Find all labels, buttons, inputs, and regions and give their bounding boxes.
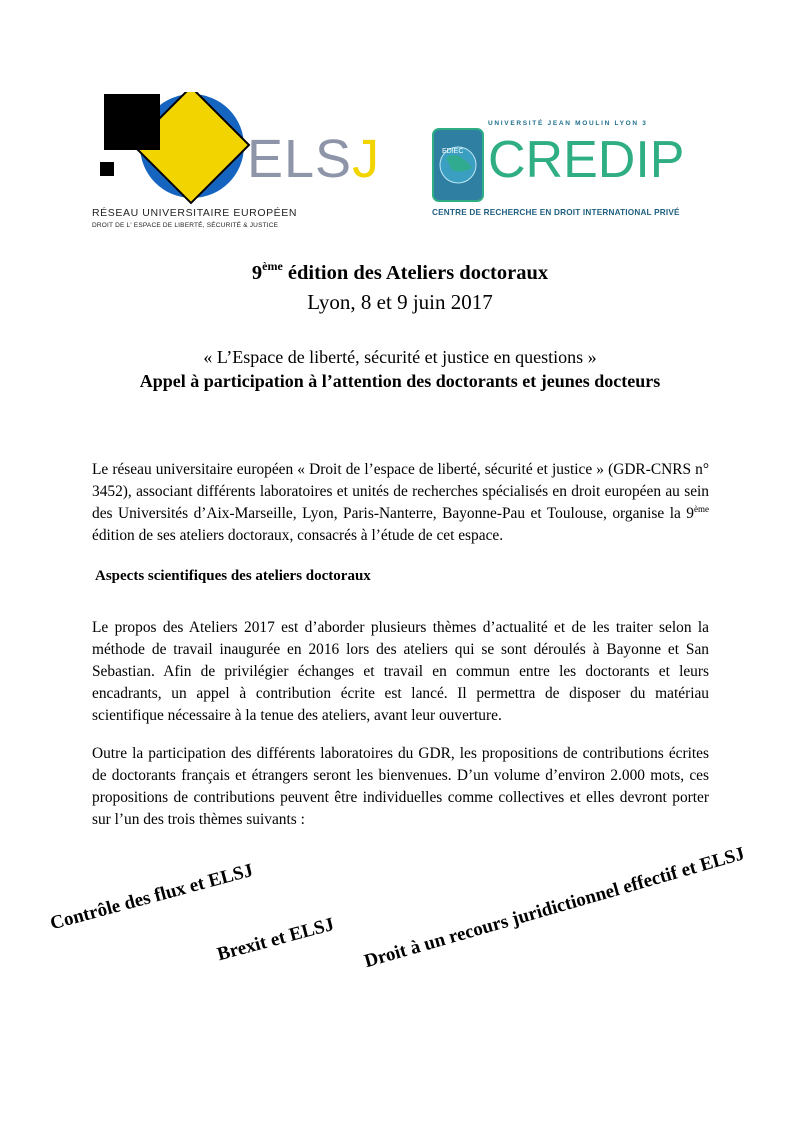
theme-item: Contrôle des flux et ELSJ bbox=[48, 859, 256, 935]
elsj-network-name: RÉSEAU UNIVERSITAIRE EUROPÉEN bbox=[92, 207, 298, 219]
theme-item: Brexit et ELSJ bbox=[215, 913, 337, 966]
call-for-participation: Appel à participation à l’attention des doctorants et jeunes docteurs bbox=[139, 371, 661, 391]
theme-item: Droit à un recours juridictionnel effectif et ELSJ bbox=[362, 843, 748, 973]
credip-logo bbox=[432, 120, 685, 230]
elsj-network-subtitle: DROIT DE L' ESPACE DE LIBERTÉ, SÉCURITÉ & JUSTICE bbox=[92, 222, 279, 229]
globe-icon bbox=[432, 128, 484, 202]
ediec-badge: EDIEC bbox=[442, 148, 464, 155]
section-heading: Aspects scientifiques des ateliers doctoraux bbox=[95, 568, 371, 584]
event-theme-quote: « L’Espace de liberté, sécurité et justice en questions » bbox=[203, 347, 597, 367]
section-paragraph-2: Outre la participation des différents laboratoires du GDR, les propositions de contributions écrites de doctorants français et étrangers seront les bienvenues. D’un volume d’environ 2.000 mots, ces propositions de contributions peuvent être individuelles comme collectives et elles devront porter sur l’un des trois thèmes suivants : bbox=[92, 745, 709, 828]
section-paragraph-1: Le propos des Ateliers 2017 est d’aborder plusieurs thèmes d’actualité et de les traiter selon la méthode de travail inaugurée en 2016 lors des ateliers qui se sont déroulés à Bayonne et San Sebastian. Afin de privilégier échanges et travail en commun entre les doctorants et leurs encadrants, un appel à contribution écrite est lancé. Il permettra de disposer du matériau scientifique nécessaire à la tenue des ateliers, avant leur ouverture. bbox=[92, 619, 709, 724]
intro-paragraph: Le réseau universitaire européen « Droit de l’espace de liberté, sécurité et justice » (GDR-CNRS n° 3452), associant différents laboratoires et unités de recherches spécialisés en droit européen au sein des Universités d’Aix-Marseille, Lyon, Paris-Nanterre, Bayonne-Pau et Toulouse, organise la 9ème édition de ses ateliers doctoraux, consacrés à l’étude de cet espace. bbox=[92, 461, 709, 544]
credip-wordmark: CREDIP bbox=[488, 131, 685, 189]
university-name: UNIVERSITÉ JEAN MOULIN LYON 3 bbox=[488, 120, 648, 127]
elsj-emblem-icon bbox=[92, 92, 252, 207]
edition-title: 9ème édition des Ateliers doctoraux bbox=[251, 259, 549, 284]
elsj-logo bbox=[92, 92, 381, 232]
event-place-date: Lyon, 8 et 9 juin 2017 bbox=[307, 290, 493, 314]
credip-centre-name: CENTRE DE RECHERCHE EN DROIT INTERNATIONAL PRIVÉ bbox=[432, 208, 680, 217]
elsj-wordmark: ELSJ bbox=[247, 129, 381, 189]
